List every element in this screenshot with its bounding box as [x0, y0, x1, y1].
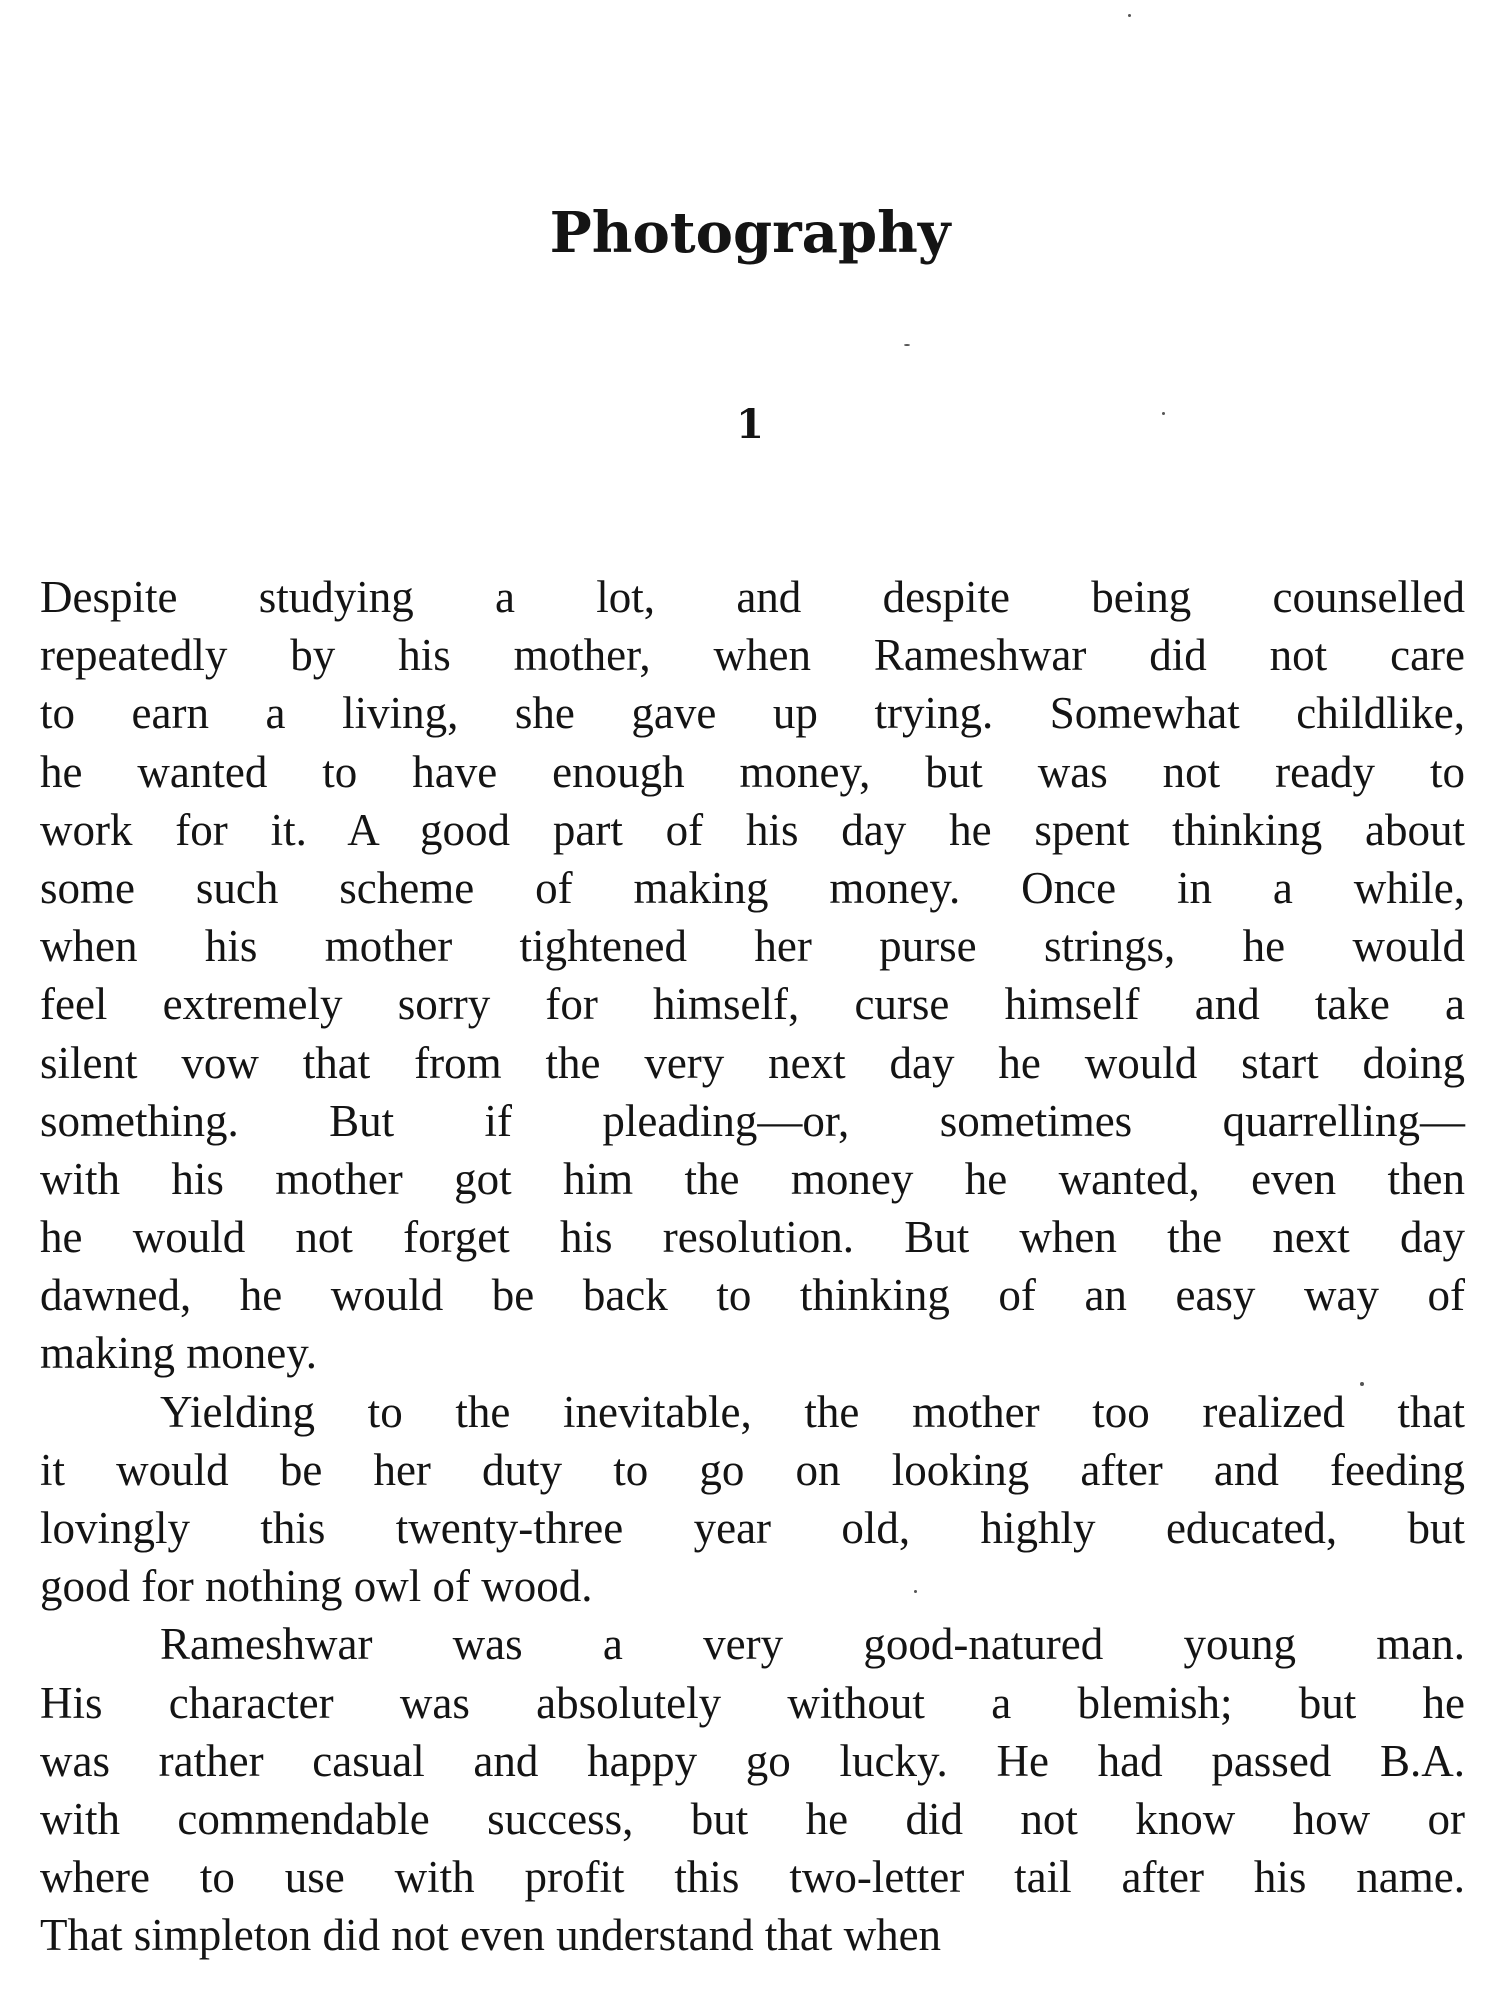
text-line: it would be her duty to go on looking after and feeding	[40, 1444, 1465, 1495]
scan-speck	[914, 1590, 917, 1593]
text-line: to earn a living, she gave up trying. Somewhat childlike,	[40, 688, 1465, 739]
scan-speck	[1162, 412, 1165, 415]
text-line: silent vow that from the very next day he would start doing	[40, 1037, 1465, 1088]
text-line: where to use with profit this two-letter tail after his name.	[40, 1852, 1465, 1903]
text-line: making money.	[40, 1328, 318, 1379]
paragraph	[40, 1615, 1465, 1964]
text-line: lovingly this twenty-three year old, highly educated, but	[40, 1503, 1465, 1553]
text-line: repeatedly by his mother, when Rameshwar did not care	[40, 630, 1465, 681]
text-line: some such scheme of making money. Once in a while,	[40, 862, 1465, 913]
scan-speck	[1128, 14, 1131, 17]
text-line: His character was absolutely without a blemish; but he	[40, 1677, 1465, 1728]
scan-speck	[904, 344, 910, 346]
body-text	[40, 568, 1465, 1965]
text-line: with commendable success, but he did not know how or	[40, 1793, 1465, 1844]
text-line: something. But if pleading—or, sometimes quarrelling—	[40, 1095, 1465, 1146]
text-line: he would not forget his resolution. But when the next day	[40, 1212, 1465, 1263]
text-line: good for nothing owl of wood.	[40, 1561, 593, 1612]
text-line: Yielding to the inevitable, the mother too realized that	[160, 1386, 1465, 1437]
text-line: with his mother got him the money he wanted, even then	[40, 1153, 1465, 1204]
section-number: 1	[736, 401, 764, 448]
chapter-title: Photography	[549, 200, 951, 266]
text-line: That simpleton did not even understand that when	[40, 1910, 942, 1961]
text-line: Despite studying a lot, and despite being counselled	[40, 572, 1465, 622]
text-line: he wanted to have enough money, but was not ready to	[40, 746, 1465, 797]
text-line: Rameshwar was a very good-natured young man.	[160, 1619, 1465, 1670]
text-line: when his mother tightened her purse strings, he would	[40, 921, 1465, 972]
text-line: feel extremely sorry for himself, curse himself and take a	[40, 979, 1465, 1030]
text-line: dawned, he would be back to thinking of an easy way of	[40, 1270, 1465, 1321]
paragraph	[40, 568, 1465, 1383]
paragraph	[40, 1383, 1465, 1616]
text-line: work for it. A good part of his day he spent thinking about	[40, 804, 1465, 855]
text-line: was rather casual and happy go lucky. He had passed B.A.	[40, 1735, 1465, 1786]
scan-speck	[1360, 1382, 1364, 1386]
